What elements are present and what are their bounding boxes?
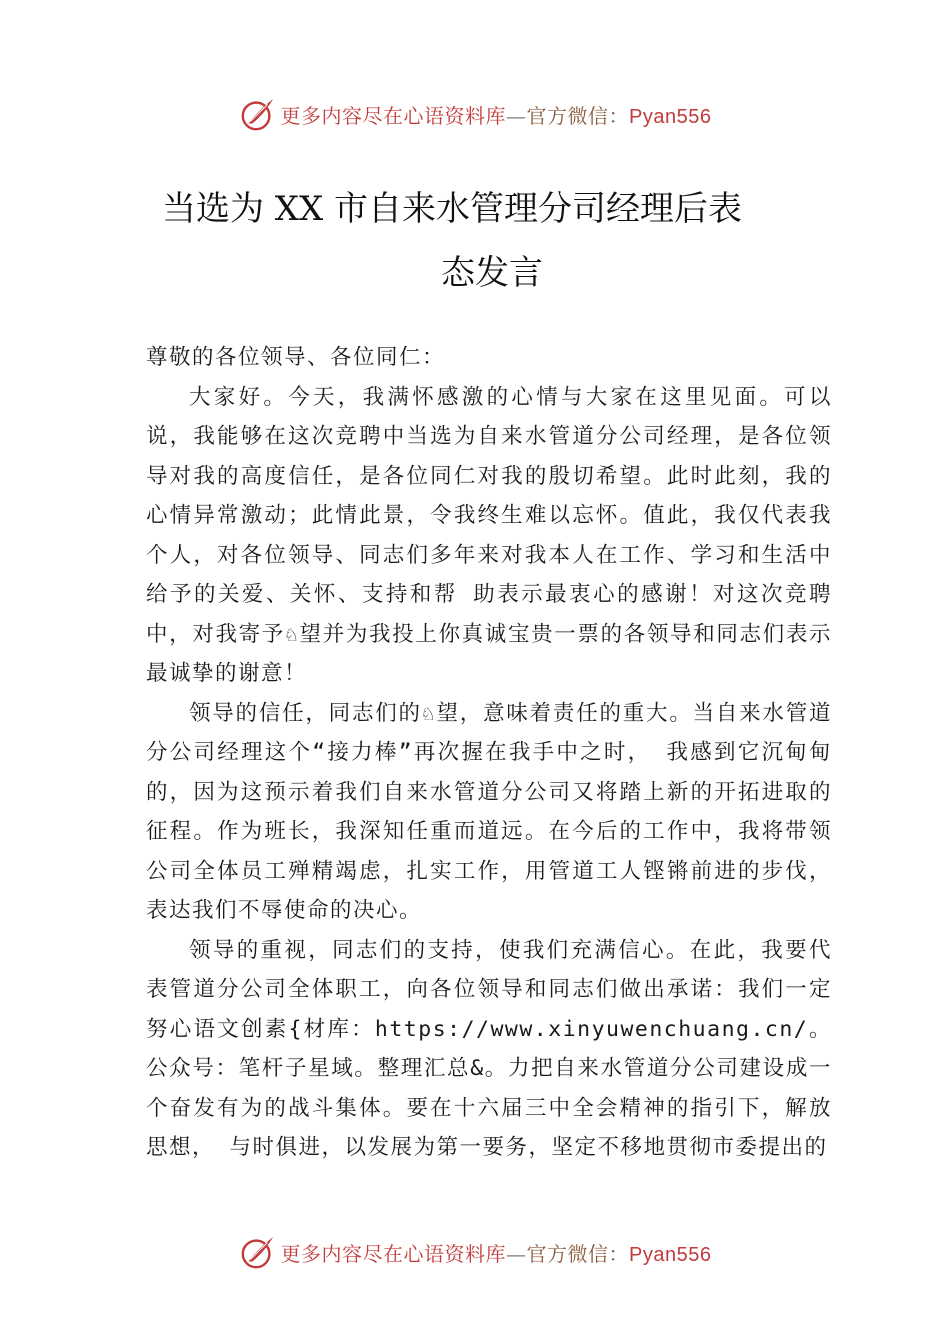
feather-pen-logo-icon [239,1233,277,1271]
title-line-1: 当选为 XX 市自来水管理分司经理后表 [162,189,743,229]
header-wechat-id: Pyan556 [629,105,712,128]
document-body [146,338,832,1168]
footer-banner [0,1232,950,1272]
title-line-2: 态发言 [441,253,543,293]
paragraph-1: 大家好。今天，我满怀感激的心情与大家在这里见面。可以说，我能够在这次竞聘中当选为自来水管道分公司经理，是各位领导对我的高度信任，是各位同仁对我的殷切希望。此时此刻，我的心情异常激动；此情此景，令我终生难以忘怀。值此，我仅代表我个人，对各位领导、同志们多年来对我本人在工作、学习和生活中给予的关爱、关怀、支持和帮 助表示最衷心的感谢！对这次竞聘中，对我寄予♘望并为我投上你真诚宝贵一票的各领导和同志们表示最诚挚的谢意！ [146,384,832,686]
feather-pen-logo-icon [239,95,277,133]
paragraph-2: 领导的信任，同志们的♘望，意味着责任的重大。当自来水管道分公司经理这个“接力棒”再次握在我手中之时， 我感到它沉甸甸的，因为这预示着我们自来水管道分公司又将踏上新的开拓进取的征程。作为班长，我深知任重而道远。在今后的工作中，我将带领公司全体员工殚精竭虑，扎实工作，用管道工人铿锵前进的步伐，表达我们不辱使命的决心。 [146,700,832,923]
paragraph-3: 领导的重视，同志们的支持，使我们充满信心。在此，我要代表管道分公司全体职工，向各位领导和同志们做出承诺：我们一定努心语文创素{材库：https://www.xinyuwenchuang.cn/。公众号：笔杆子星域。整理汇总&。力把自来水管道分公司建设成一个奋发有为的战斗集体。要在十六届三中全会精神的指引下，解放思想， 与时俱进，以发展为第一要务，坚定不移地贯彻市委提出的 [146,937,832,1160]
header-banner-text: 更多内容尽在心语资料库—官方微信：Pyan556 [280,103,712,128]
salutation: 尊敬的各位领导、各位同仁： [146,345,446,370]
footer-banner-text: 更多内容尽在心语资料库—官方微信：Pyan556 [280,1241,712,1266]
footer-wechat-id: Pyan556 [629,1243,712,1266]
header-banner [0,94,950,134]
